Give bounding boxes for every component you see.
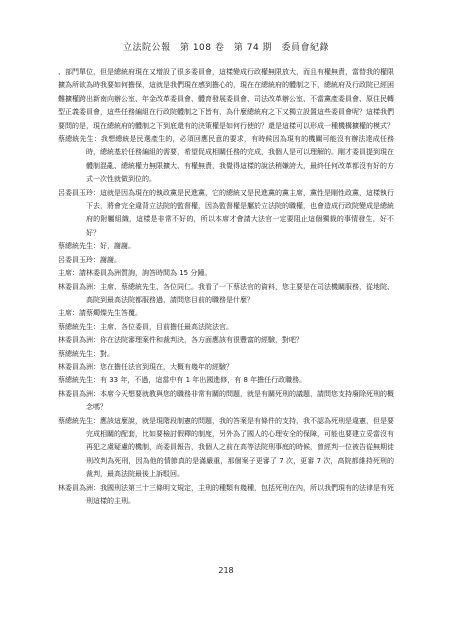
page-number: 218 [218, 566, 234, 575]
paragraph-speaker: 蔡總統先生：我想總統是民選產生的，必須回應民意的要求，有時候因為現有的機關可能沒有辦法達成任務時，總統基於任務編組的需要，希望促成相關任務的完成，我個人是可以理解的。剛才委員提到現在體制混亂、總統權力無限擴大、有權無責，我覺得這樣的說法稍嫌誇大，最終任何改革都沒有好的方式一次性就做到位的。 [58, 135, 394, 184]
paragraph-speaker: 蔡總統先生：主席、各位委員，目前擔任最高法院法官。 [58, 322, 233, 331]
paragraph-speaker: 蔡總統先生：對。 [58, 349, 114, 358]
paragraph-speaker: 蔡總統先生：應該這麼說，就是現階段制憲的問題，我的答案是有條件的支持，我不認為死刑是違憲，但是要完成相關的配套，比如要檢討假釋的制度，另外為了國人的心理安全的保障，可能也要建立妥當沒有再犯之虞疑慮的機制，尚委員報告，我個人之前在高等法院刑事庭的時候，曾經判一位被告從無期徒刑改判為死刑，因為他的情節真的是滿嚴重，那個案子更審了 7 次，更審 7 次，高院都維持死刑的裁判，最高法院最後上訴駁回。 [58, 416, 394, 479]
paragraph-speaker: 林委員為洲：主席、蔡總統先生、各位同仁。我看了一下蔡法官的資料，您主要是在司法機關服務，從地院、高院到最高法院都服務過，請問您目前的職務是什麼？ [58, 282, 394, 304]
paragraph-speaker: 呂委員玉玲：謝謝。 [58, 255, 121, 264]
paragraph-speaker: 呂委員玉玲：這就是因為現在的執政黨是民進黨，它的總統又是民進黨的黨主席，黨性是剛性政黨，這樣執行下去，將會完全違背立法院的監督權，因為監督權是屬於立法院的職權，也會造成行政院變成是總統府的附屬組織，這樣是非常不好的，所以本席才會請大法官一定要阻止這個獨裁的事情發生，好不好？ [58, 188, 394, 237]
paragraph-speaker: 林委員為洲：本席今天想要就教與您的職務非常有關的問題，就是有關死刑的議題，請問您支持廢除死刑的概念嗎？ [58, 389, 394, 412]
paragraph-speaker: 主席：請林委員為洲質詢，詢答時間為 15 分鐘。 [58, 269, 212, 278]
paragraph-speaker: 林委員為洲：您在擔任法官到現在，大概有幾年的經驗？ [58, 362, 233, 371]
paragraph-speaker: 林委員為洲：我國刑法第三十三條明文規定，主刑的種類有幾種，包括死刑在內，所以我們現有的法律是有死刑這樣的主刑。 [58, 483, 394, 505]
transcript-body [58, 66, 394, 508]
gazette-header: 立法院公報 第 108 卷 第 74 期 委員會紀錄 [122, 43, 330, 53]
paragraph-speaker: 蔡總統先生：有 33 年，不過，這當中有 1 年出國進修，有 8 年擔任行政職務。 [58, 376, 307, 385]
paragraph-speaker: 主席：請蔡燭燦先生答覆。 [58, 309, 142, 318]
paragraph-speaker: 林委員為洲：你在法院審理案件和裁判決，各方面應該有很豐富的經驗，對吧？ [58, 336, 303, 345]
paragraph-continuation: 、部門單位，但是總統府現在又增設了很多委員會，這樣變成行政權無限放大，而且有權無責，當替我的權限擴為所欲為時我要如何擔保，這就是我們現在感到擔心的，現在在總統府的體制之下，總統府及行政院已經困難擴權跨出新南向辦公室、年金改革委員會、體育發展委員會、司法改革辦公室、不當黨產委員會、原住民轉型正義委員會，這些任務編組在行政院體制之下皆有，為什麼總統府之下又獨立設置這些委員會呢？這樣我們要問的是，現在總統府的體制之下到底還有的決策權是如何行使的？還是這樣可以形成一種機構擴權的模式？ [58, 68, 394, 130]
paragraph-speaker: 蔡總統先生：好，謝謝。 [58, 242, 135, 251]
